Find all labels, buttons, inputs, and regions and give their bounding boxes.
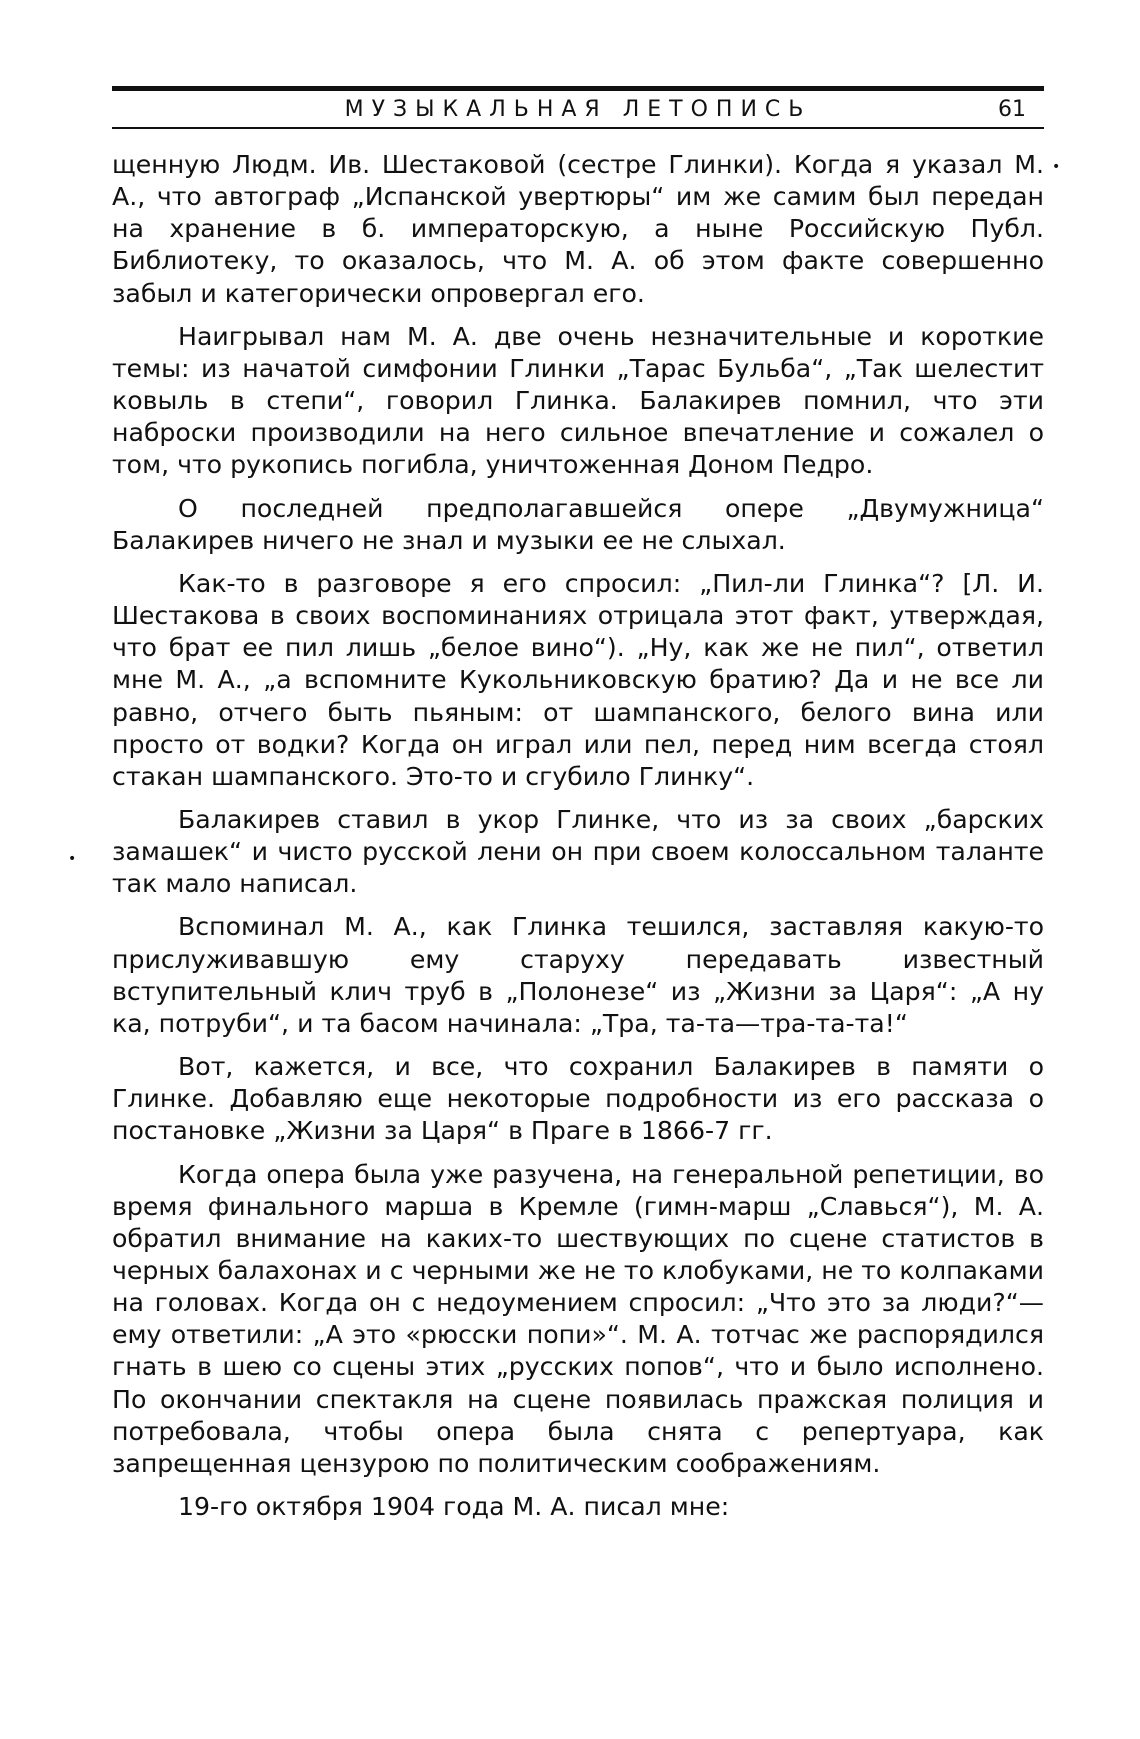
margin-mark: • [1052,159,1061,175]
page-header [112,95,1044,125]
margin-mark: • [68,851,77,867]
page-number: 61 [998,97,1026,122]
paragraph: 19-го октября 1904 года М. А. писал мне: [178,1492,730,1522]
running-title: МУЗЫКАЛЬНАЯ ЛЕТОПИСЬ [344,97,812,122]
paragraph: Наигрывал нам М. А. две очень незначительные и короткие темы: из начатой симфонии Глинки „Тарас Бульба“, „Так шелестит ковыль в степи“, говорил Глинка. Балакирев помнил, что эти наброски производили на него сильное впечатление и сожалел о том, что рукопись погибла, уничтоженная Доном Педро. [112,321,1044,480]
paragraph: О последней предполагавшейся опере „Двумужница“ Балакирев ничего не знал и музыки ее не слыхал. [112,493,1044,555]
paragraph: щенную Людм. Ив. Шестаковой (сестре Глинки). Когда я указал М. А., что автограф „Испанской увертюры“ им же самим был передан на хранение в б. императорскую, а ныне Российскую Публ. Библиотеку, то оказалось, что М. А. об этом факте совершенно забыл и категорически опровергал его. [112,150,1044,308]
header-thick-rule [112,86,1044,91]
body-text [112,149,1044,1523]
paragraph: Балакирев ставил в укор Глинке, что из за своих „барских замашек“ и чисто русской лени он при своем колоссальном таланте так мало написал. [112,804,1044,899]
paragraph: Когда опера была уже разучена, на генеральной репетиции, во время финального марша в Кремле (гимн-марш „Славься“), М. А. обратил внимание на каких-то шествующих по сцене статистов в черных балахонах и с черными же не то клобуками, не то колпаками на головах. Когда он с недоумением спросил: „Что это за люди?“—ему ответили: „А это «рюсски попи»“. М. А. тотчас же распорядился гнать в шею со сцены этих „русских попов“, что и было исполнено. По окончании спектакля на сцене появилась пражская полиция и потребовала, чтобы опера была снята с репертуара, как запрещенная цензурою по политическим соображениям. [112,1159,1044,1478]
paragraph: Вот, кажется, и все, что сохранил Балакирев в памяти о Глинке. Добавляю еще некоторые подробности из его рассказа о постановке „Жизни за Царя“ в Праге в 1866-7 гг. [112,1052,1044,1146]
header-thin-rule [112,127,1044,129]
paragraph: Как-то в разговоре я его спросил: „Пил-ли Глинка“? [Л. И. Шестакова в своих воспоминаниях отрицала этот факт, утверждая, что брат ее пил лишь „белое вино“). „Ну, как же не пил“, ответил мне М. А., „а вспомните Кукольниковскую братию? Да и не все ли равно, отчего быть пьяным: от шампанского, белого вина или просто от водки? Когда он играл или пел, перед ним всегда стоял стакан шампанского. Это-то и сгубило Глинку“. [112,568,1044,791]
paragraph: Вспоминал М. А., как Глинка тешился, заставляя какую-то прислуживавшую ему старуху передавать известный вступительный клич труб в „Полонезе“ из „Жизни за Царя“: „А ну ка, потруби“, и та басом начинала: „Тра, та-та—тра-та-та!“ [112,912,1044,1038]
